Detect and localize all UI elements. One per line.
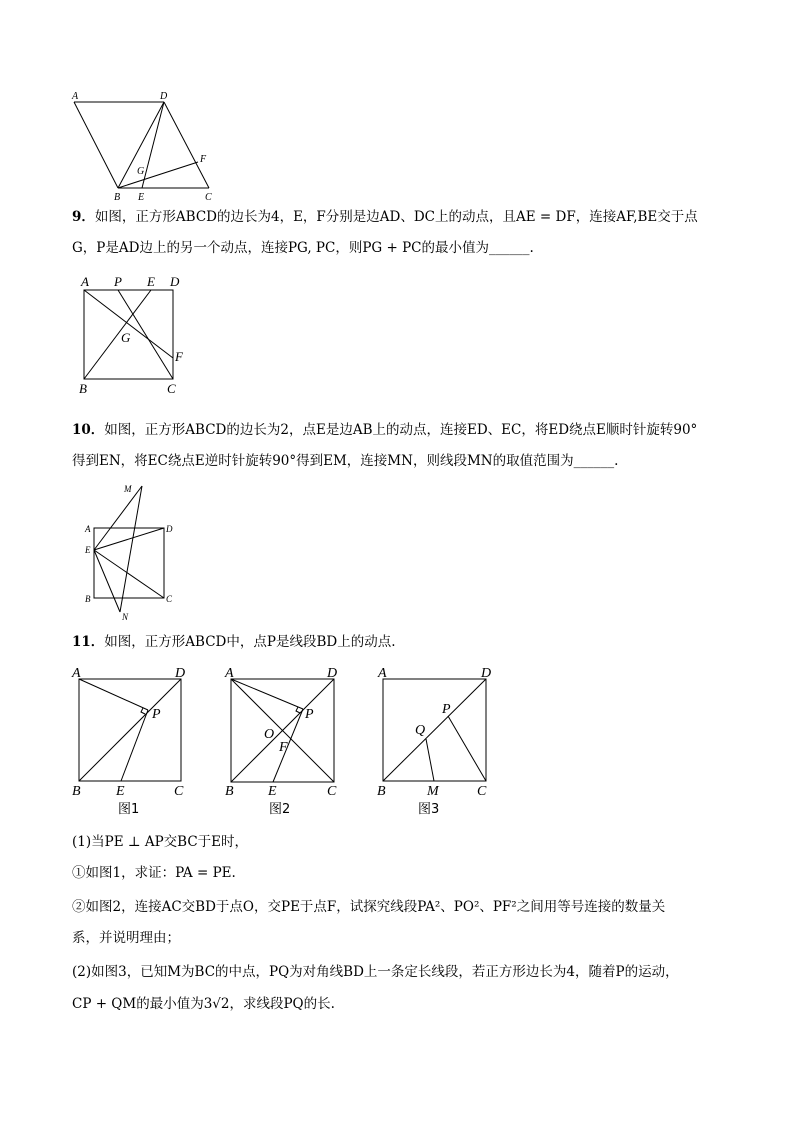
q9-figure [76, 272, 196, 400]
label-f: F [279, 740, 288, 755]
q9-number: 9 [72, 209, 82, 225]
q11-part2-text-1: (2)如图3，已知M为BC的中点，PQ为对角线BD上一条定长线段，若正方形边长为4，随着P的运动， [72, 964, 679, 980]
label-m: M [124, 484, 132, 494]
label-c: C [327, 784, 337, 799]
q11-part1b-text-1: ②如图2，连接AC交BD于点O，交PE于点F，试探究线段PA²、PO²、PF²之间用等号连接的数量关 [72, 899, 666, 915]
label-d: D [160, 91, 168, 102]
label-e: E [138, 192, 145, 202]
q9-line1: 9．如图，正方形ABCD的边长为4，E，F分别是边AD、DC上的动点，且AE = DF，连接AF,BE交于点 [72, 209, 698, 225]
parallelogram-figure [66, 90, 226, 202]
label-a: A [225, 666, 234, 681]
label-a: A [72, 666, 81, 681]
figure-2-caption: 图2 [269, 802, 291, 817]
label-d: D [481, 666, 492, 681]
q10-text-1: 如图，正方形ABCD的边长为2，点E是边AB上的动点，连接ED、EC，将ED绕点E顺时针旋转90° [104, 422, 698, 438]
label-b: B [377, 784, 386, 799]
q11-part2-line1 [72, 962, 722, 983]
label-g: G [121, 330, 131, 345]
q9-text-1: 如图，正方形ABCD的边长为4，E，F分别是边AD、DC上的动点，且AE = DF，连接AF,BE交于点 [94, 209, 698, 225]
label-d: D [166, 524, 173, 534]
label-c: C [174, 784, 184, 799]
q11-part1 [72, 832, 722, 853]
label-e: E [116, 784, 125, 799]
label-e: E [268, 784, 277, 799]
label-p: P [114, 274, 122, 289]
q9-line2 [72, 238, 722, 259]
figure-3-caption: 图3 [418, 802, 440, 817]
label-a: A [378, 666, 387, 681]
label-f: F [200, 154, 207, 165]
label-d: D [175, 666, 186, 681]
label-m: M [427, 784, 439, 799]
q11-part1a-text: ①如图1，求证：PA = PE. [72, 865, 236, 881]
label-g: G [137, 166, 145, 177]
q10-text-2: 得到EN，将EC绕点E逆时针旋转90°得到EM，连接MN，则线段MN的取值范围为______. [72, 453, 619, 469]
label-e: E [85, 545, 91, 555]
label-p: P [305, 707, 314, 722]
label-b: B [72, 784, 81, 799]
label-e: E [147, 274, 155, 289]
q10-line1: 10．如图，正方形ABCD的边长为2，点E是边AB上的动点，连接ED、EC，将ED绕点E顺时针旋转90° [72, 422, 698, 438]
label-c: C [477, 784, 487, 799]
label-c: C [167, 381, 176, 396]
label-f: F [175, 349, 183, 364]
label-a: A [81, 274, 89, 289]
q10-number: 10 [72, 422, 91, 438]
label-n: N [122, 612, 129, 622]
label-c: C [166, 594, 173, 604]
label-q: Q [415, 723, 426, 738]
q11-intro-text: 如图，正方形ABCD中，点P是线段BD上的动点. [104, 634, 396, 650]
q10-figure [80, 480, 190, 624]
label-b: B [79, 381, 87, 396]
q11-part1b-text-2: 系，并说明理由； [72, 930, 180, 946]
q9-text-2: G，P是AD边上的另一个动点，连接PG, PC，则PG + PC的最小值为______. [72, 240, 534, 256]
q11-figure-1 [70, 662, 195, 822]
label-d: D [170, 274, 180, 289]
q11-number: 11 [72, 634, 91, 650]
label-b: B [85, 594, 91, 604]
label-b: B [225, 784, 234, 799]
q11-part1-text: (1)当PE ⊥ AP交BC于E时， [72, 834, 249, 850]
label-p: P [442, 702, 451, 717]
q11-part1b-line1 [72, 897, 722, 918]
label-a: A [85, 524, 91, 534]
label-b: B [114, 192, 121, 202]
label-p: P [152, 707, 161, 722]
q11-intro: 11．如图，正方形ABCD中，点P是线段BD上的动点. [72, 634, 396, 650]
q10-line2 [72, 451, 722, 472]
q11-figure-3 [374, 662, 499, 822]
label-d: D [327, 666, 338, 681]
label-a: A [72, 91, 79, 102]
figure-1-caption: 图1 [118, 802, 140, 817]
label-o: O [264, 727, 275, 742]
q11-figure-2 [223, 662, 348, 822]
q11-part1a [72, 863, 722, 884]
q11-part2-text-2: CP + QM的最小值为3√2，求线段PQ的长. [72, 996, 335, 1012]
q11-part2-line2 [72, 994, 722, 1015]
label-c: C [205, 192, 212, 202]
q11-part1b-line2 [72, 928, 722, 949]
